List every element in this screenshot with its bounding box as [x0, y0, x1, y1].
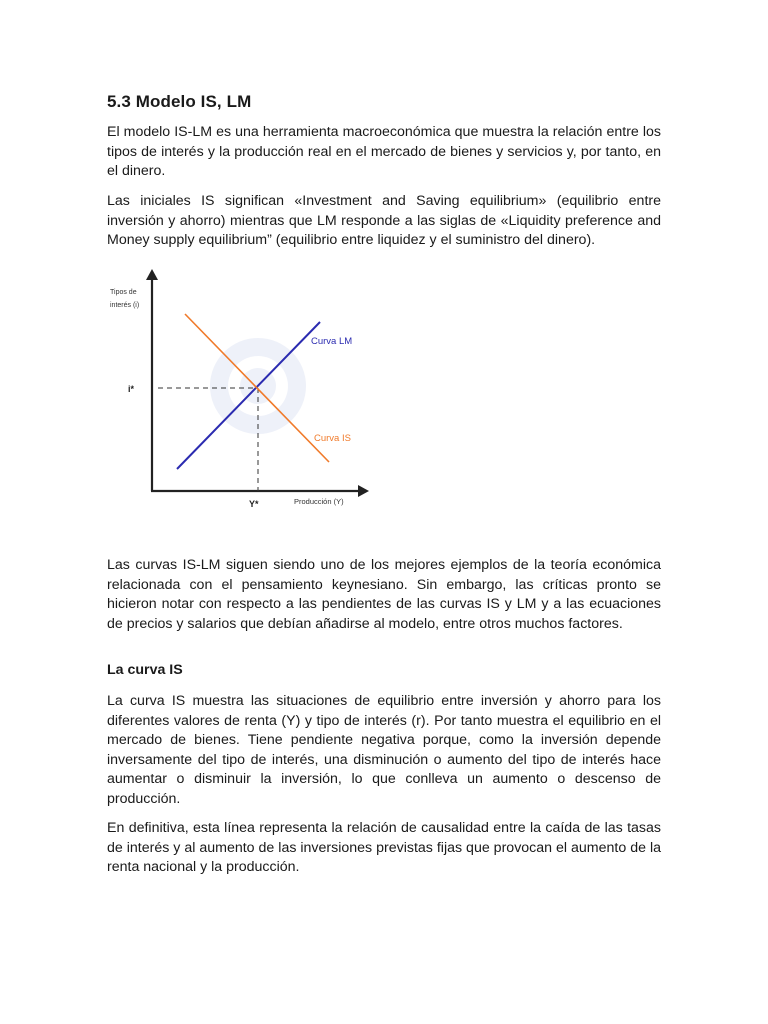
y-axis-label-line2: interés (i): [110, 302, 140, 309]
acronym-paragraph: Las iniciales IS significan «Investment and Saving equilibrium» (equilibrio entre inversión y ahorro) mientras que LM responde a las siglas de «Liquidity preference and Money supply equilibrium” (equilibrio entre liquidez y el suministro del dinero).: [107, 193, 661, 248]
y-axis-arrow: [146, 269, 158, 280]
section-title: 5.3 Modelo IS, LM: [107, 92, 252, 111]
is-curve-label: Curva IS: [314, 433, 351, 444]
conclusion-paragraph: En definitiva, esta línea representa la relación de causalidad entre la caída de las tasas de interés y al aumento de las inversiones previstas fijas que provocan el aumento de la renta nacional y la producción.: [107, 820, 661, 875]
lm-curve-label: Curva LM: [311, 336, 353, 347]
y-axis-label-line1: Tipos de: [110, 289, 137, 296]
criticism-paragraph: Las curvas IS-LM siguen siendo uno de los mejores ejemplos de la teoría económica relacionada con el pensamiento keynesiano. Sin embargo, las críticas pronto se hicieron notar con respecto a las pendientes de las curvas IS y LM y a las ecuaciones de precios y salarios que debían añadirse al modelo, entre otros muchos factores.: [107, 557, 661, 632]
equilibrium-output-label: Y*: [249, 499, 259, 509]
equilibrium-rate-label: i*: [128, 384, 135, 394]
subsection-title: La curva IS: [107, 662, 183, 678]
x-axis-label: Producción (Y): [294, 497, 344, 506]
is-curve-paragraph: La curva IS muestra las situaciones de equilibrio entre inversión y ahorro para los diferentes valores de renta (Y) y tipo de interés (r). Por tanto muestra el equilibrio en el mercado de bienes. Tiene pendiente negativa porque, como la inversión depende inversamente del tipo de interés, una disminución o aumento del tipo de interés hace aumentar o disminuir la inversión, lo que conlleva un aumento o descenso de producción.: [107, 693, 661, 807]
intro-paragraph: El modelo IS-LM es una herramienta macroeconómica que muestra la relación entre los tipos de interés y la producción real en el mercado de bienes y servicios y, por tanto, en el dinero.: [107, 124, 661, 179]
x-axis-arrow: [358, 485, 369, 497]
is-lm-diagram: [110, 266, 378, 516]
